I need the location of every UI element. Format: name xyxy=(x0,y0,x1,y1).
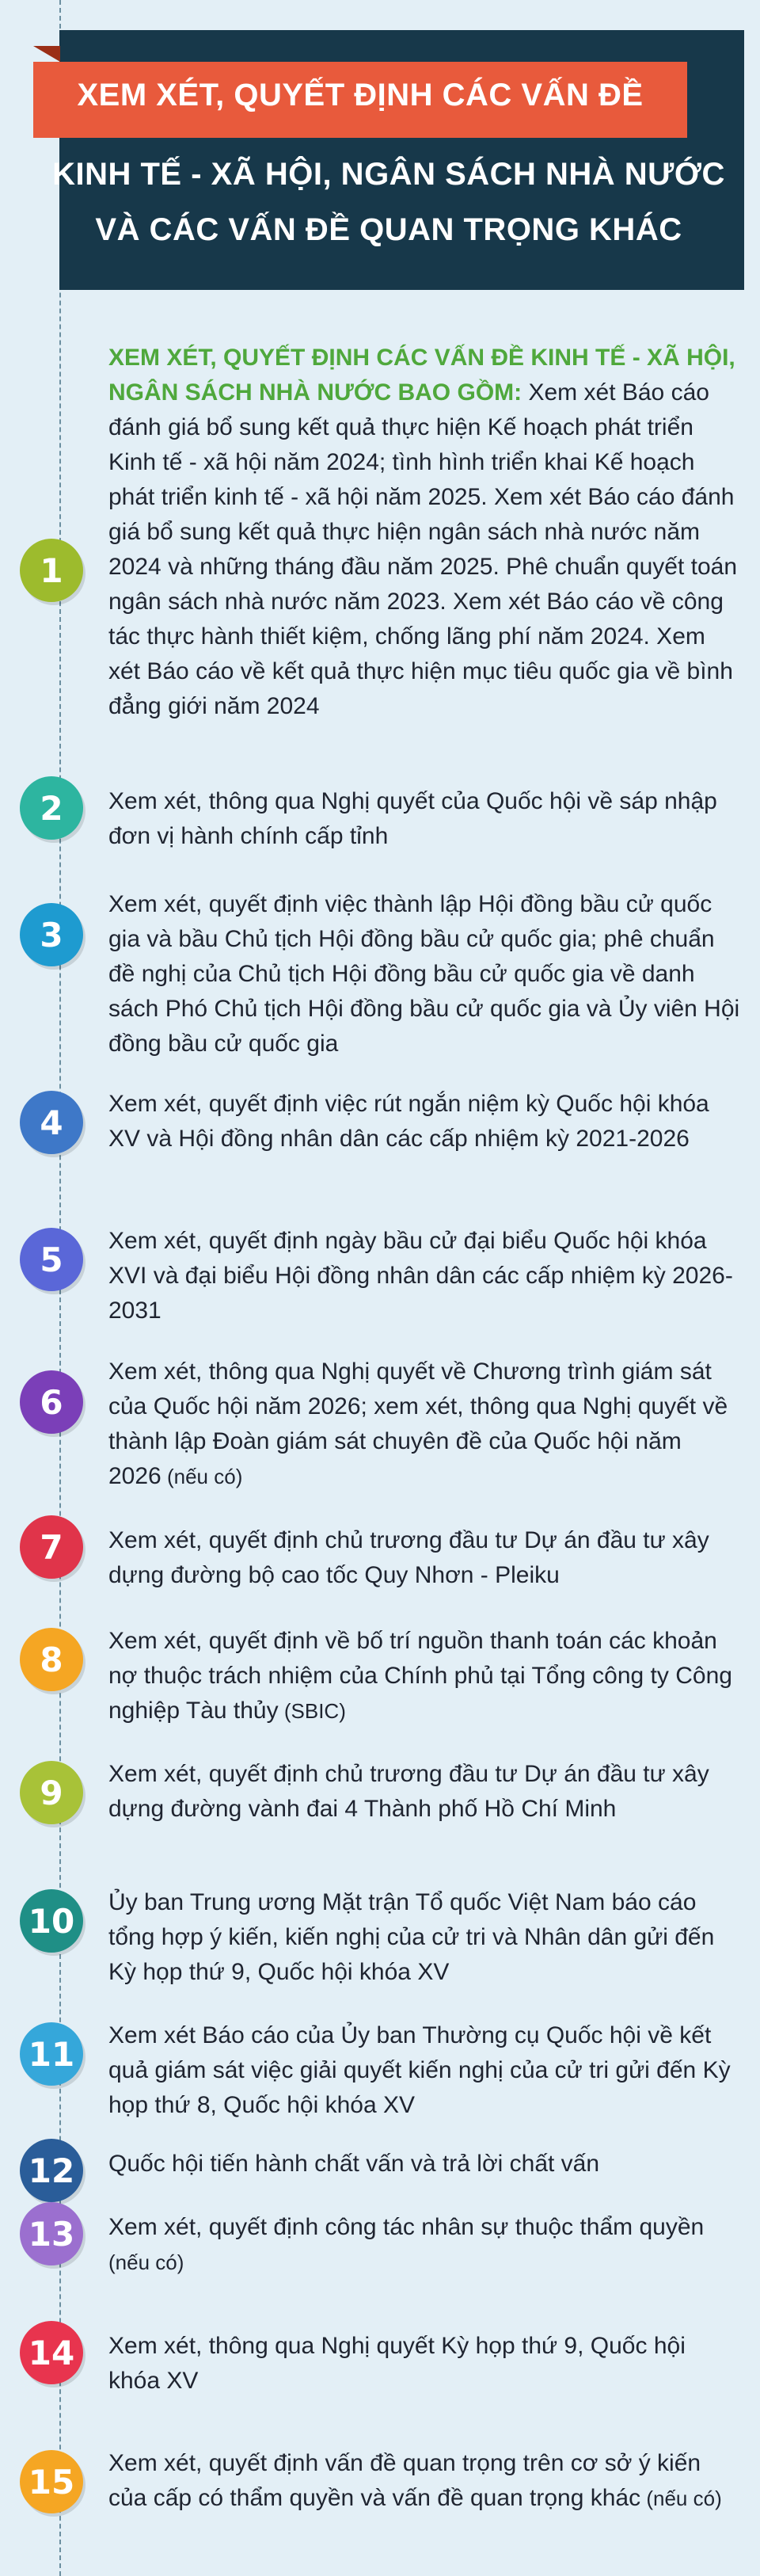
item-number-badge: 3 xyxy=(20,903,83,966)
item-text xyxy=(108,784,740,854)
item-note: (SBIC) xyxy=(278,1699,346,1723)
agenda-item xyxy=(16,1087,744,1191)
agenda-item xyxy=(16,2446,744,2551)
item-number-badge: 14 xyxy=(20,2321,83,2384)
item-number-badge: 10 xyxy=(20,1889,83,1953)
item-number-badge: 12 xyxy=(20,2139,83,2202)
item-number-badge: 9 xyxy=(20,1761,83,1824)
agenda-item xyxy=(16,2329,744,2399)
header-title-line3: VÀ CÁC VẤN ĐỀ QUAN TRỌNG KHÁC xyxy=(95,212,682,247)
header-title-line2: KINH TẾ - XÃ HỘI, NGÂN SÁCH NHÀ NƯỚC xyxy=(52,157,725,192)
item-number-badge: 6 xyxy=(20,1370,83,1434)
item-body: Xem xét, thông qua Nghị quyết về Chương trình giám sát của Quốc hội năm 2026; xem xét, thông qua Nghị quyết về thành lập Đoàn giám sát chuyên đề của Quốc hội năm 2026 xyxy=(108,1358,728,1489)
item-text xyxy=(108,1885,740,1990)
item-text xyxy=(108,341,740,724)
item-number-badge: 1 xyxy=(20,539,83,602)
item-text xyxy=(108,1224,740,1328)
item-text xyxy=(108,1355,740,1494)
item-note: (nếu có) xyxy=(108,2250,184,2274)
item-text xyxy=(108,1523,740,1593)
agenda-item xyxy=(16,1224,744,1328)
item-text xyxy=(108,1757,740,1827)
item-number-badge: 15 xyxy=(20,2450,83,2513)
item-body: Xem xét, quyết định việc rút ngắn niệm kỳ Quốc hội khóa XV và Hội đồng nhân dân các cấp nhiệm kỳ 2021-2026 xyxy=(108,1091,709,1152)
item-body: Xem xét Báo cáo của Ủy ban Thường cụ Quốc hội về kết quả giám sát việc giải quyết kiến nghị của cử tri gửi đến Kỳ họp thứ 8, Quốc hội khóa XV xyxy=(108,2022,731,2118)
item-body: Xem xét, quyết định về bố trí nguồn thanh toán các khoản nợ thuộc trách nhiệm của Chính phủ tại Tổng công ty Công nghiệp Tàu thủy xyxy=(108,1628,732,1724)
agenda-item xyxy=(16,1355,744,1494)
item-body: Xem xét, quyết định công tác nhân sự thuộc thẩm quyền xyxy=(108,2214,705,2240)
item-number-badge: 13 xyxy=(20,2202,83,2265)
item-body: Xem xét, quyết định chủ trương đầu tư Dự án đầu tư xây dựng đường vành đai 4 Thành phố Hồ Chí Minh xyxy=(108,1761,709,1822)
item-body: Xem xét, quyết định vấn đề quan trọng trên cơ sở ý kiến của cấp có thẩm quyền và vấn đề quan trọng khác xyxy=(108,2450,701,2511)
agenda-item xyxy=(16,784,744,854)
item-text xyxy=(108,1624,740,1728)
item-body: Xem xét, quyết định chủ trương đầu tư Dự án đầu tư xây dựng đường bộ cao tốc Quy Nhơn - Pleiku xyxy=(108,1527,709,1588)
agenda-item xyxy=(16,1757,744,1862)
agenda-item xyxy=(16,2018,744,2123)
item-text xyxy=(108,2210,740,2280)
item-number-badge: 5 xyxy=(20,1228,83,1291)
item-text xyxy=(108,2147,740,2182)
item-body: Xem xét Báo cáo đánh giá bổ sung kết quả thực hiện Kế hoạch phát triển Kinh tế - xã hội năm 2024; tình hình triển khai Kế hoạch phát triển kinh tế - xã hội năm 2025. Xem xét Báo cáo đánh giá bổ sung kết quả thực hiện ngân sách nhà nước năm 2024 và những tháng đầu năm 2025. Phê chuẩn quyết toán ngân sách nhà nước năm 2023. Xem xét Báo cáo về công tác thực hành thiết kiệm, chống lãng phí năm 2024. Xem xét Báo cáo về kết quả thực hiện mục tiêu quốc gia về bình đẳng giới năm 2024 xyxy=(108,379,738,719)
item-number-badge: 7 xyxy=(20,1515,83,1579)
item-body: Ủy ban Trung ương Mặt trận Tổ quốc Việt Nam báo cáo tổng hợp ý kiến, kiến nghị của cử tri và Nhân dân gửi đến Kỳ họp thứ 9, Quốc hội khóa XV xyxy=(108,1889,715,1985)
item-number-badge: 4 xyxy=(20,1091,83,1154)
agenda-item xyxy=(16,1885,744,1990)
ribbon-fold xyxy=(33,46,60,62)
item-text xyxy=(108,887,740,1061)
agenda-item xyxy=(16,1624,744,1728)
item-text xyxy=(108,2329,740,2399)
item-body: Quốc hội tiến hành chất vấn và trả lời chất vấn xyxy=(108,2151,600,2177)
agenda-item xyxy=(16,887,744,1057)
item-note: (nếu có) xyxy=(640,2486,722,2510)
item-note: (nếu có) xyxy=(161,1465,243,1488)
agenda-item xyxy=(16,1523,744,1593)
agenda-item xyxy=(16,2147,744,2190)
item-body: Xem xét, thông qua Nghị quyết của Quốc hội về sáp nhập đơn vị hành chính cấp tỉnh xyxy=(108,788,717,849)
item-body: Xem xét, quyết định việc thành lập Hội đồng bầu cử quốc gia và bầu Chủ tịch Hội đồng bầu cử quốc gia; phê chuẩn đề nghị của Chủ tịch Hội đồng bầu cử quốc gia về danh sách Phó Chủ tịch Hội đồng bầu cử quốc gia và Ủy viên Hội đồng bầu cử quốc gia xyxy=(108,891,740,1057)
item-text xyxy=(108,2018,740,2123)
item-number-badge: 2 xyxy=(20,776,83,840)
agenda-item xyxy=(16,341,744,753)
item-number-badge: 11 xyxy=(20,2022,83,2086)
item-body: Xem xét, quyết định ngày bầu cử đại biểu Quốc hội khóa XVI và đại biểu Hội đồng nhân dân các cấp nhiệm kỳ 2026-2031 xyxy=(108,1228,733,1324)
item-number-badge: 8 xyxy=(20,1628,83,1691)
header-title-line1: XEM XÉT, QUYẾT ĐỊNH CÁC VẤN ĐỀ xyxy=(77,78,644,112)
item-highlight: XEM XÉT, QUYẾT ĐỊNH CÁC VẤN ĐỀ KINH TẾ - XÃ HỘI, NGÂN SÁCH NHÀ NƯỚC BAO GỒM: xyxy=(108,345,735,406)
item-body: Xem xét, thông qua Nghị quyết Kỳ họp thứ 9, Quốc hội khóa XV xyxy=(108,2333,686,2394)
agenda-item xyxy=(16,2210,744,2280)
item-text xyxy=(108,1087,740,1157)
item-text xyxy=(108,2446,740,2516)
